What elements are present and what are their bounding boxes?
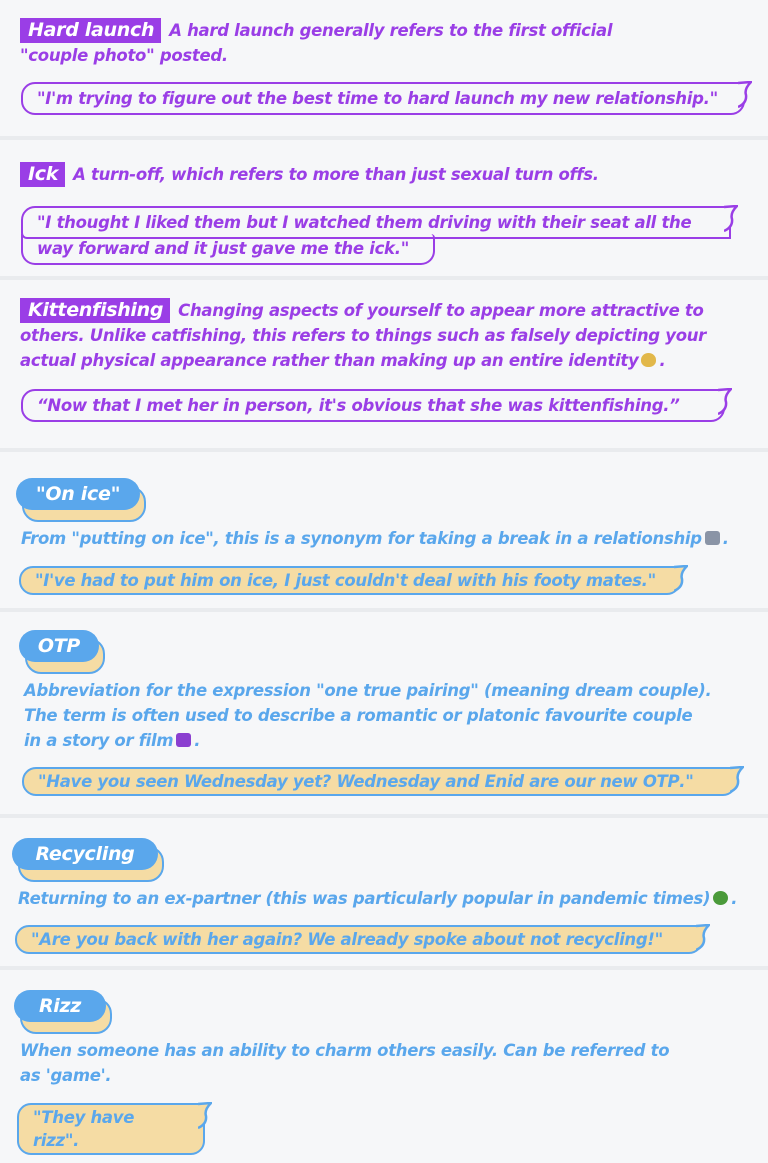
term-pill (12, 838, 158, 876)
speech-tail-icon (674, 565, 688, 593)
example-quote: "They have rizz". (17, 1103, 205, 1155)
example-quote: "Are you back with her again? We already spoke about not recycling!" (15, 925, 703, 954)
cat-face-icon (641, 353, 656, 367)
term-definition: When someone has an ability to charm others easily. Can be referred to as 'game'. (20, 1041, 670, 1085)
entry-header (20, 162, 740, 187)
speech-tail-icon (696, 924, 710, 952)
entry-ick (0, 140, 768, 276)
example-quote: “Now that I met her in person, it's obvious that she was kittenfishing.” (21, 389, 725, 422)
entry-header (20, 298, 760, 373)
term-label: OTP (19, 630, 99, 662)
speech-tail-icon (718, 388, 732, 416)
term-label: Recycling (12, 838, 158, 870)
speech-tail-icon (724, 205, 738, 233)
entry-otp (0, 612, 768, 814)
entry-recycling (0, 818, 768, 966)
entry-hard-launch (0, 0, 768, 136)
term-badge: Hard launch (20, 18, 161, 43)
term-definition: Changing aspects of yourself to appear more attractive to others. Unlike catfishing, this refers to things such as falsely depicting your actual physical appearance rather than making up an entire identity . (20, 301, 707, 370)
entry-rizz (0, 970, 768, 1163)
speech-tail-icon (198, 1102, 212, 1130)
term-definition: A turn-off, which refers to more than just sexual turn offs. (73, 165, 599, 184)
term-badge: Kittenfishing (20, 298, 170, 323)
entry-on-ice (0, 452, 768, 608)
yin-yang-icon (176, 733, 191, 747)
term-definition: A hard launch generally refers to the first official "couple photo" posted. (20, 21, 613, 65)
speech-tail-icon (738, 81, 752, 109)
example-quote: "I'm trying to figure out the best time to hard launch my new relationship." (21, 82, 745, 115)
example-quote: "I thought I liked them but I watched them driving with their seat all the (21, 206, 731, 239)
term-pill (19, 630, 99, 668)
term-badge: Ick (20, 162, 65, 187)
speech-tail-icon (730, 766, 744, 794)
entry-kittenfishing (0, 280, 768, 448)
play-pause-icon (705, 531, 720, 545)
term-definition: From "putting on ice", this is a synonym for taking a break in a relationship . (21, 529, 729, 548)
example-quote: "Have you seen Wednesday yet? Wednesday and Enid are our new OTP." (22, 767, 737, 796)
term-label: "On ice" (16, 478, 140, 510)
entry-header (20, 18, 660, 68)
term-definition: Returning to an ex-partner (this was particularly popular in pandemic times) . (18, 889, 738, 908)
term-pill (16, 478, 140, 516)
example-quote: "I've had to put him on ice, I just couldn't deal with his footy mates." (19, 566, 681, 595)
term-pill (14, 990, 106, 1028)
term-label: Rizz (14, 990, 106, 1022)
term-definition: Abbreviation for the expression "one true pairing" (meaning dream couple). The term is often used to describe a romantic or platonic favourite couple in a story or film . (24, 681, 712, 750)
recycle-icon (713, 891, 728, 905)
example-quote-line2: way forward and it just gave me the ick." (21, 234, 435, 265)
